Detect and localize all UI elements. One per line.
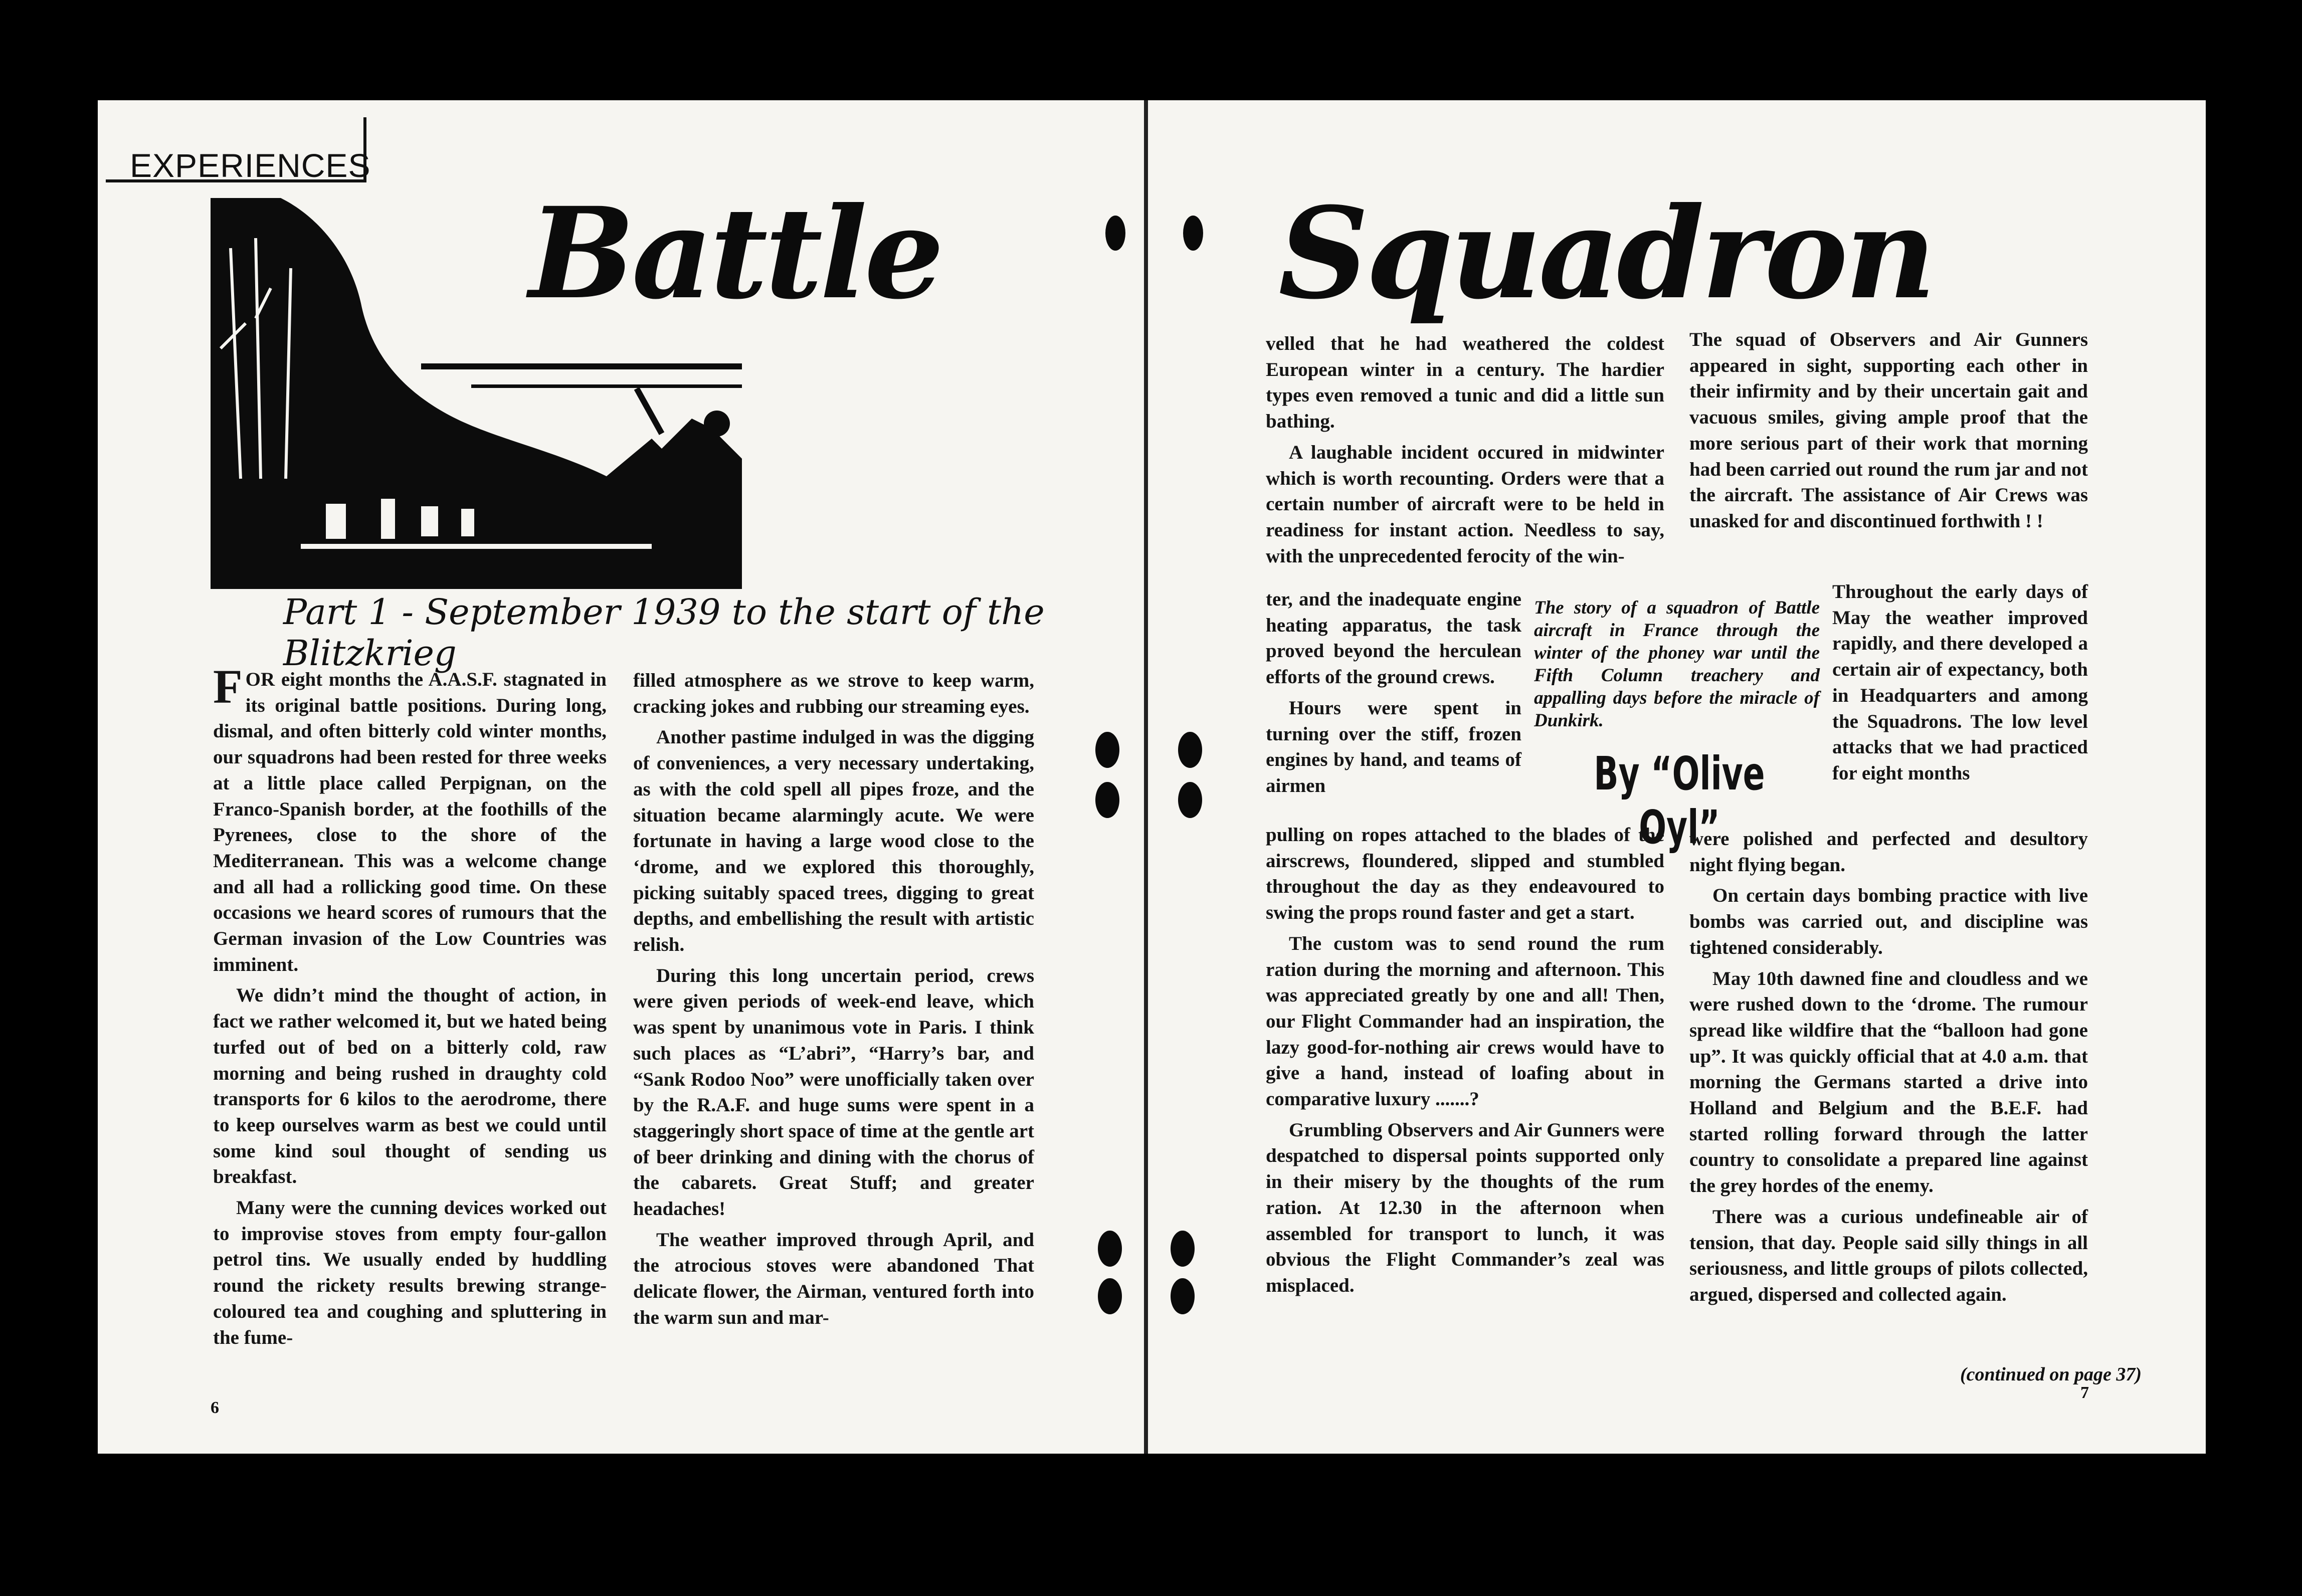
byline: By “Olive Oyl” [1594,747,1765,854]
paragraph: Hours were spent in turning over the stiff, frozen engines by hand, and teams of airmen [1266,697,1521,796]
punch-hole [1171,1231,1195,1267]
punch-hole [1098,1231,1122,1267]
paragraph: The weather improved through April, and the atrocious stoves were abandoned That delicate flower, the Airman, ventured forth into the warm sun and mar- [633,1229,1034,1328]
column-4-bottom [1689,826,2088,1313]
punch-hole [1095,732,1119,768]
paragraph: ter, and the inadequate engine heating apparatus, the task proved beyond the herculean efforts of the ground crews. [1266,588,1521,688]
column-2 [633,668,1034,1336]
paragraph [213,660,607,977]
punch-hole [1095,782,1119,818]
paragraph: Another pastime indulged in was the digging of conveniences, a very necessary undertaking, as with the cold spell all pipes froze, and the situation became alarmingly acute. We were fortunate in having a large wood close to the ‘drome, and we explored this thoroughly, picking suitably spaced trees, digging to great depths, and embellishing the result with artistic relish. [633,726,1034,956]
paragraph-text: OR eight months the A.A.S.F. stagnated in its original battle positions. During long, dismal, and often bitterly cold winter months, our squadrons had been rested for three weeks at a little place called Perpignan, on the Franco-Spanish border, at the foothills of the Pyrenees, close to the shore of the Mediterranean. This was a welcome change and all had a rollicking good time. On these occasions we heard scores of rumours that the German invasion of the Low Countries was imminent. [213,669,607,975]
pull-quote: The story of a squadron of Battle aircraft in France through the winter of the phoney war until the Fifth Column treachery and appalling days before the miracle of Dunkirk. [1534,597,1820,731]
punch-hole [1171,1278,1195,1314]
continued-note: (continued on page 37) [1960,1364,2142,1385]
paragraph: The squad of Observers and Air Gunners appeared in sight, supporting each other in their infirmity and by their uncertain gait and vacuous smiles, giving ample proof that the more serious part of their work that morning had been carried out round the rum jar and not the aircraft. The assistance of Air Crews was unasked for and discontinued forthwith ! ! [1689,329,2088,532]
punch-hole [1105,216,1125,251]
punch-hole [1183,216,1203,251]
paragraph: May 10th dawned fine and cloudless and we were rushed down to the ‘drome. The rumour spread like wildfire that the “balloon had gone up”. It was quickly official that at 4.0 a.m. that morning the Germans started a drive into Holland and Belgium and the B.E.F. had started rolling forward through the latter country to consolidate a prepared line against the grey hordes of the enemy. [1689,967,2088,1197]
column-3-bottom [1266,822,1664,1304]
paragraph: A laughable incident occured in midwinter which is worth recounting. Orders were that a certain number of aircraft were to be held in readiness for instant action. Needless to say, with the unprecedented ferocity of the win- [1266,441,1664,567]
paragraph: velled that he had weathered the coldest European winter in a century. The hardier types even removed a tunic and did a little sun bathing. [1266,333,1664,433]
paragraph: were polished and perfected and desultory night flying began. [1689,828,2088,876]
column-4-top [1689,327,2088,539]
paragraph: Throughout the early days of May the weather improved rapidly, and there developed a certain air of expectancy, both in Headquarters and among the Squadrons. The low level attacks that we had practiced for eight months [1832,581,2088,784]
paragraph: We didn’t mind the thought of action, in fact we rather welcomed it, but we hated being turfed out of bed on a bitterly cold, raw morning and being rushed in draughty cold transports for 6 kilos to the aerodrome, there to keep ourselves warm as best we could until some kind soul thought of sending us breakfast. [213,984,607,1188]
paragraph: The custom was to send round the rum ration during the morning and afternoon. This was appreciated greatly by one and all! Then, our Flight Commander had an inspiration, the lazy good-for-nothing air crews would have to give a hand, instead of loafing about in comparative luxury .......? [1266,932,1664,1110]
paragraph: filled atmosphere as we strove to keep warm, cracking jokes and rubbing our streaming eyes. [633,670,1034,717]
left-page [98,100,1145,1454]
paragraph: There was a curious undefineable air of tension, that day. People said silly things in all seriousness, and little groups of pilots collected, argued, dispersed and collected again. [1689,1206,2088,1305]
paragraph: Grumbling Observers and Air Gunners were despatched to dispersal points supported only in their misery by the thoughts of the rum ration. At 12.30 in the afternoon when assembled for transport to lunch, it was obvious the Flight Commander’s zeal was misplaced. [1266,1119,1664,1296]
right-page [1148,100,2206,1454]
paragraph: During this long uncertain period, crews were given periods of week-end leave, which was spent by unanimous vote in Paris. I think such places as “L’abri”, “Harry’s bar, and “Sank Rodoo Noo” were unofficially taken over by the R.A.F. and huge sums were spent in a staggeringly short space of time at the gentle art of beer drinking and dining with the chorus of the cabarets. Great Stuff; and greater headaches! [633,964,1034,1220]
punch-hole [1178,782,1202,818]
paragraph: Many were the cunning devices worked out to improvise stoves from empty four-gallon petrol tins. We usually ended by huddling round the rickety results brewing strange-coloured tea and coughing and spluttering in the fume- [213,1197,607,1348]
punch-hole [1098,1278,1122,1314]
column-4-narrow [1832,579,2088,791]
punch-hole [1178,732,1202,768]
column-3-top [1266,331,1664,574]
column-3-narrow [1266,586,1521,804]
paragraph: pulling on ropes attached to the blades of the airscrews, floundered, slipped and stumbled throughout the day as they endeavoured to swing the props round faster and get a start. [1266,824,1664,924]
column-1 [213,660,607,1355]
headline-word-battle: Battle [529,179,941,327]
page-number-right: 7 [2080,1383,2089,1402]
headline-word-squadron: Squadron [1278,179,1934,327]
subtitle: Part 1 - September 1939 to the start of the Blitzkrieg [283,591,1045,674]
page-number-left: 6 [211,1399,219,1417]
paragraph: On certain days bombing practice with live bombs was carried out, and discipline was tightened considerably. [1689,885,2088,958]
section-tag: EXPERIENCES [106,117,366,182]
drop-cap: F [213,660,243,713]
